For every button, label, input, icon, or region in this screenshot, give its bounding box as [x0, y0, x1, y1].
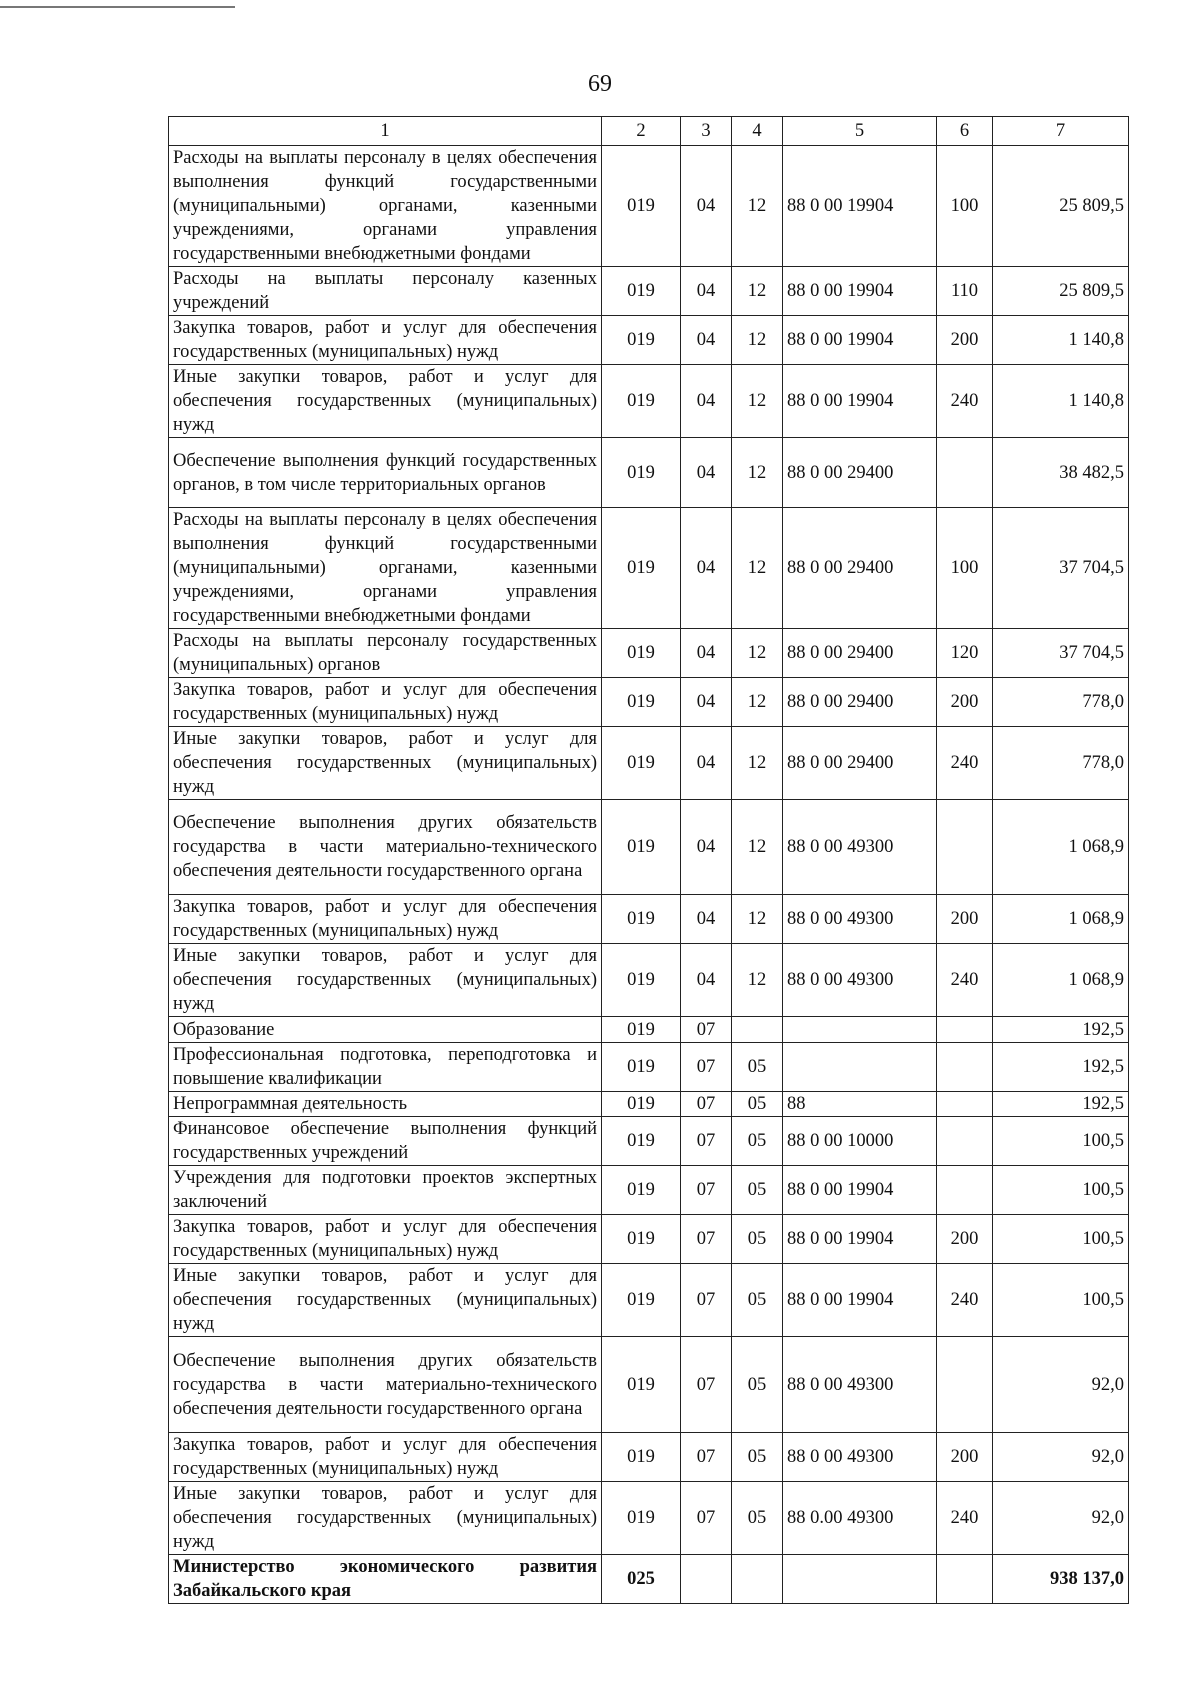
row-gradm-cell: 019: [602, 1433, 681, 1482]
row-target-article-cell: 88 0 00 19904: [783, 1215, 937, 1264]
row-name-cell: Закупка товаров, работ и услуг для обеспечения государственных (муниципальных) нужд: [169, 1433, 602, 1482]
row-section-cell: [681, 1555, 732, 1604]
row-subsection-cell: 12: [732, 629, 783, 678]
row-expense-type-cell: [937, 800, 993, 895]
row-gradm-cell: 025: [602, 1555, 681, 1604]
row-gradm-cell: 019: [602, 508, 681, 629]
row-expense-type-cell: 240: [937, 727, 993, 800]
row-target-article-cell: 88 0 00 49300: [783, 1433, 937, 1482]
row-name-cell: Иные закупки товаров, работ и услуг для обеспечения государственных (муниципальных) нужд: [169, 944, 602, 1017]
row-target-article-cell: [783, 1555, 937, 1604]
row-subsection-cell: 05: [732, 1166, 783, 1215]
table-row: [169, 629, 1129, 678]
row-target-article-cell: 88 0 00 19904: [783, 267, 937, 316]
row-gradm-cell: 019: [602, 267, 681, 316]
row-amount-cell: 92,0: [993, 1433, 1129, 1482]
table-row: [169, 365, 1129, 438]
header-row: [169, 117, 1129, 146]
row-expense-type-cell: [937, 1166, 993, 1215]
table-row: [169, 1215, 1129, 1264]
row-subsection-cell: [732, 1017, 783, 1043]
row-subsection-cell: 12: [732, 508, 783, 629]
row-target-article-cell: 88 0 00 19904: [783, 1166, 937, 1215]
row-target-article-cell: 88 0 00 19904: [783, 316, 937, 365]
row-name-cell: Министерство экономического развития Забайкальского края: [169, 1555, 602, 1604]
row-amount-cell: 38 482,5: [993, 438, 1129, 508]
row-expense-type-cell: 200: [937, 678, 993, 727]
row-gradm-cell: 019: [602, 678, 681, 727]
header-col-6: 6: [937, 117, 993, 146]
row-name-cell: Иные закупки товаров, работ и услуг для обеспечения государственных (муниципальных) нужд: [169, 1482, 602, 1555]
row-expense-type-cell: 240: [937, 1264, 993, 1337]
row-gradm-cell: 019: [602, 727, 681, 800]
row-section-cell: 07: [681, 1215, 732, 1264]
header-col-1: 1: [169, 117, 602, 146]
row-amount-cell: 37 704,5: [993, 508, 1129, 629]
row-section-cell: 07: [681, 1117, 732, 1166]
row-target-article-cell: 88 0 00 10000: [783, 1117, 937, 1166]
row-section-cell: 07: [681, 1092, 732, 1117]
row-gradm-cell: 019: [602, 316, 681, 365]
row-subsection-cell: 05: [732, 1337, 783, 1433]
row-section-cell: 04: [681, 508, 732, 629]
row-expense-type-cell: 200: [937, 1215, 993, 1264]
row-amount-cell: 1 068,9: [993, 944, 1129, 1017]
row-gradm-cell: 019: [602, 1166, 681, 1215]
table-row: [169, 267, 1129, 316]
row-target-article-cell: 88 0 00 19904: [783, 146, 937, 267]
row-name-cell: Расходы на выплаты персоналу казенных учреждений: [169, 267, 602, 316]
row-gradm-cell: 019: [602, 944, 681, 1017]
row-gradm-cell: 019: [602, 1017, 681, 1043]
row-expense-type-cell: [937, 1017, 993, 1043]
row-amount-cell: 1 140,8: [993, 365, 1129, 438]
row-subsection-cell: 12: [732, 678, 783, 727]
row-expense-type-cell: 100: [937, 146, 993, 267]
row-amount-cell: 192,5: [993, 1043, 1129, 1092]
row-target-article-cell: [783, 1017, 937, 1043]
row-gradm-cell: 019: [602, 895, 681, 944]
row-target-article-cell: 88 0 00 49300: [783, 1337, 937, 1433]
row-section-cell: 04: [681, 438, 732, 508]
table-row: [169, 1043, 1129, 1092]
row-name-cell: Закупка товаров, работ и услуг для обеспечения государственных (муниципальных) нужд: [169, 895, 602, 944]
row-expense-type-cell: 200: [937, 1433, 993, 1482]
row-target-article-cell: 88 0 00 29400: [783, 629, 937, 678]
row-gradm-cell: 019: [602, 1092, 681, 1117]
row-gradm-cell: 019: [602, 1043, 681, 1092]
row-name-cell: Закупка товаров, работ и услуг для обеспечения государственных (муниципальных) нужд: [169, 678, 602, 727]
row-subsection-cell: 05: [732, 1433, 783, 1482]
row-target-article-cell: 88 0 00 29400: [783, 727, 937, 800]
row-subsection-cell: 12: [732, 727, 783, 800]
row-section-cell: 04: [681, 629, 732, 678]
row-expense-type-cell: [937, 1555, 993, 1604]
row-subsection-cell: 05: [732, 1043, 783, 1092]
table-row: [169, 944, 1129, 1017]
row-amount-cell: 100,5: [993, 1166, 1129, 1215]
row-expense-type-cell: [937, 1043, 993, 1092]
row-gradm-cell: 019: [602, 1117, 681, 1166]
header-col-5: 5: [783, 117, 937, 146]
row-amount-cell: 778,0: [993, 678, 1129, 727]
row-name-cell: Иные закупки товаров, работ и услуг для обеспечения государственных (муниципальных) нужд: [169, 1264, 602, 1337]
row-amount-cell: 778,0: [993, 727, 1129, 800]
row-amount-cell: 1 068,9: [993, 895, 1129, 944]
row-name-cell: Расходы на выплаты персоналу государственных (муниципальных) органов: [169, 629, 602, 678]
table-row: [169, 1092, 1129, 1117]
table-row: [169, 1482, 1129, 1555]
row-section-cell: 04: [681, 727, 732, 800]
row-target-article-cell: 88 0 00 19904: [783, 1264, 937, 1337]
row-expense-type-cell: 200: [937, 895, 993, 944]
row-subsection-cell: 12: [732, 944, 783, 1017]
table-row: [169, 1555, 1129, 1604]
table-row: [169, 800, 1129, 895]
table-row: [169, 146, 1129, 267]
row-amount-cell: 100,5: [993, 1117, 1129, 1166]
row-amount-cell: 92,0: [993, 1482, 1129, 1555]
row-expense-type-cell: 240: [937, 944, 993, 1017]
row-subsection-cell: 12: [732, 438, 783, 508]
row-target-article-cell: 88 0 00 29400: [783, 438, 937, 508]
row-section-cell: 04: [681, 944, 732, 1017]
row-gradm-cell: 019: [602, 1482, 681, 1555]
row-subsection-cell: 12: [732, 800, 783, 895]
row-amount-cell: 25 809,5: [993, 267, 1129, 316]
row-name-cell: Обеспечение выполнения функций государственных органов, в том числе территориальных органов: [169, 438, 602, 508]
row-amount-cell: 100,5: [993, 1215, 1129, 1264]
row-target-article-cell: 88 0 00 49300: [783, 944, 937, 1017]
row-name-cell: Расходы на выплаты персоналу в целях обеспечения выполнения функций государственными (муниципальными) органами, казенными учреждениями, органами управления государственными внебюджетными фондами: [169, 146, 602, 267]
row-section-cell: 07: [681, 1166, 732, 1215]
table-row: [169, 895, 1129, 944]
row-name-cell: Непрограммная деятельность: [169, 1092, 602, 1117]
row-subsection-cell: 05: [732, 1482, 783, 1555]
row-gradm-cell: 019: [602, 365, 681, 438]
row-amount-cell: 92,0: [993, 1337, 1129, 1433]
row-target-article-cell: 88 0 00 29400: [783, 678, 937, 727]
row-subsection-cell: 05: [732, 1092, 783, 1117]
table-row: [169, 438, 1129, 508]
header-col-4: 4: [732, 117, 783, 146]
row-section-cell: 07: [681, 1017, 732, 1043]
table-row: [169, 1264, 1129, 1337]
row-subsection-cell: 12: [732, 316, 783, 365]
budget-table: [168, 116, 1129, 1604]
row-name-cell: Иные закупки товаров, работ и услуг для обеспечения государственных (муниципальных) нужд: [169, 365, 602, 438]
table-body: [169, 146, 1129, 1604]
row-section-cell: 07: [681, 1337, 732, 1433]
row-name-cell: Образование: [169, 1017, 602, 1043]
row-amount-cell: 100,5: [993, 1264, 1129, 1337]
row-name-cell: Обеспечение выполнения других обязательств государства в части материально-технического обеспечения деятельности государственного органа: [169, 800, 602, 895]
row-target-article-cell: 88: [783, 1092, 937, 1117]
row-name-cell: Закупка товаров, работ и услуг для обеспечения государственных (муниципальных) нужд: [169, 316, 602, 365]
row-expense-type-cell: [937, 438, 993, 508]
row-section-cell: 07: [681, 1264, 732, 1337]
header-col-3: 3: [681, 117, 732, 146]
row-target-article-cell: 88 0 00 49300: [783, 800, 937, 895]
row-section-cell: 07: [681, 1043, 732, 1092]
row-amount-cell: 938 137,0: [993, 1555, 1129, 1604]
row-subsection-cell: 05: [732, 1264, 783, 1337]
row-expense-type-cell: 110: [937, 267, 993, 316]
top-rule: [0, 6, 235, 8]
row-section-cell: 04: [681, 678, 732, 727]
row-name-cell: Профессиональная подготовка, переподготовка и повышение квалификации: [169, 1043, 602, 1092]
row-subsection-cell: 12: [732, 267, 783, 316]
row-gradm-cell: 019: [602, 800, 681, 895]
table-row: [169, 1433, 1129, 1482]
table-row: [169, 316, 1129, 365]
row-name-cell: Обеспечение выполнения других обязательств государства в части материально-технического обеспечения деятельности государственного органа: [169, 1337, 602, 1433]
row-target-article-cell: 88 0 00 29400: [783, 508, 937, 629]
row-target-article-cell: [783, 1043, 937, 1092]
table-row: [169, 1166, 1129, 1215]
row-subsection-cell: 12: [732, 895, 783, 944]
row-gradm-cell: 019: [602, 438, 681, 508]
row-gradm-cell: 019: [602, 1264, 681, 1337]
row-target-article-cell: 88 0 00 49300: [783, 895, 937, 944]
row-expense-type-cell: 100: [937, 508, 993, 629]
header-col-2: 2: [602, 117, 681, 146]
row-name-cell: Иные закупки товаров, работ и услуг для обеспечения государственных (муниципальных) нужд: [169, 727, 602, 800]
table-row: [169, 1337, 1129, 1433]
row-name-cell: Расходы на выплаты персоналу в целях обеспечения выполнения функций государственными (муниципальными) органами, казенными учреждениями, органами управления государственными внебюджетными фондами: [169, 508, 602, 629]
row-amount-cell: 192,5: [993, 1017, 1129, 1043]
table-row: [169, 678, 1129, 727]
row-amount-cell: 1 068,9: [993, 800, 1129, 895]
row-expense-type-cell: [937, 1337, 993, 1433]
row-amount-cell: 37 704,5: [993, 629, 1129, 678]
row-target-article-cell: 88 0 00 19904: [783, 365, 937, 438]
row-expense-type-cell: [937, 1117, 993, 1166]
row-subsection-cell: 05: [732, 1215, 783, 1264]
row-section-cell: 04: [681, 146, 732, 267]
row-name-cell: Учреждения для подготовки проектов экспертных заключений: [169, 1166, 602, 1215]
row-amount-cell: 25 809,5: [993, 146, 1129, 267]
row-gradm-cell: 019: [602, 146, 681, 267]
table-row: [169, 1117, 1129, 1166]
row-section-cell: 04: [681, 800, 732, 895]
row-name-cell: Финансовое обеспечение выполнения функций государственных учреждений: [169, 1117, 602, 1166]
row-amount-cell: 192,5: [993, 1092, 1129, 1117]
table-row: [169, 508, 1129, 629]
table-row: [169, 727, 1129, 800]
row-section-cell: 07: [681, 1433, 732, 1482]
page-number: 69: [588, 71, 612, 97]
row-section-cell: 04: [681, 365, 732, 438]
row-section-cell: 04: [681, 316, 732, 365]
row-gradm-cell: 019: [602, 629, 681, 678]
row-gradm-cell: 019: [602, 1215, 681, 1264]
row-section-cell: 04: [681, 895, 732, 944]
row-subsection-cell: 12: [732, 365, 783, 438]
row-section-cell: 04: [681, 267, 732, 316]
row-target-article-cell: 88 0.00 49300: [783, 1482, 937, 1555]
row-expense-type-cell: [937, 1092, 993, 1117]
row-subsection-cell: 12: [732, 146, 783, 267]
row-subsection-cell: 05: [732, 1117, 783, 1166]
row-expense-type-cell: 200: [937, 316, 993, 365]
row-amount-cell: 1 140,8: [993, 316, 1129, 365]
row-subsection-cell: [732, 1555, 783, 1604]
row-section-cell: 07: [681, 1482, 732, 1555]
row-name-cell: Закупка товаров, работ и услуг для обеспечения государственных (муниципальных) нужд: [169, 1215, 602, 1264]
table-row: [169, 1017, 1129, 1043]
row-expense-type-cell: 120: [937, 629, 993, 678]
header-col-7: 7: [993, 117, 1129, 146]
row-gradm-cell: 019: [602, 1337, 681, 1433]
row-expense-type-cell: 240: [937, 365, 993, 438]
row-expense-type-cell: 240: [937, 1482, 993, 1555]
